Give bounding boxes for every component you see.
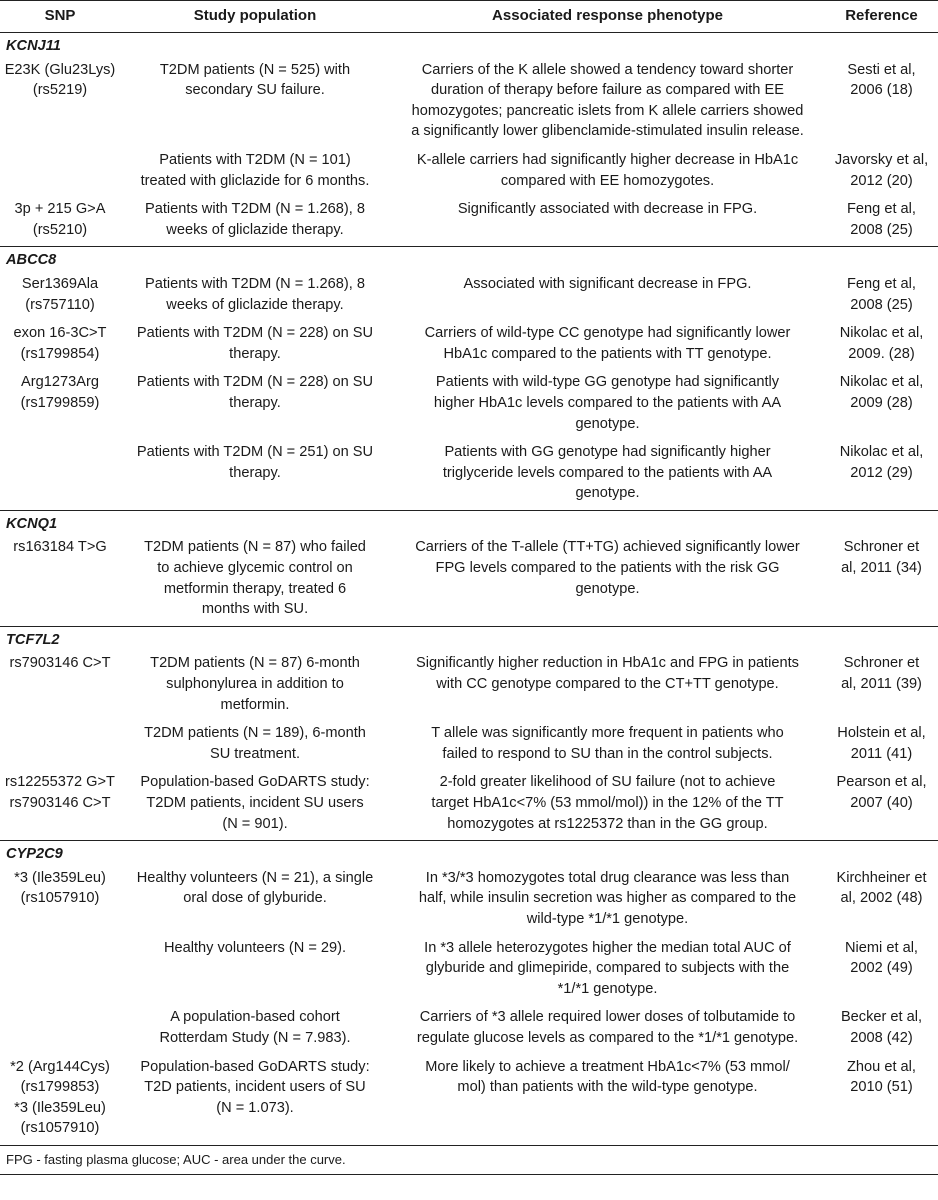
table-row — [0, 323, 938, 372]
cell-line: 2012 (20) — [850, 172, 913, 189]
cell-line: Javorsky et al, — [834, 151, 929, 168]
cell-phenotype — [390, 199, 825, 247]
cell-phenotype — [390, 150, 825, 199]
gene-section-header — [0, 33, 938, 60]
cell-line: Niemi et al, — [845, 939, 918, 956]
header-row — [0, 1, 938, 33]
cell-line: target HbA1c<7% (53 mmol/mol)) in the 12% of the TT — [431, 795, 784, 811]
cell-line: Associated with significant decrease in FPG. — [463, 275, 752, 292]
cell-line: secondary SU failure. — [185, 82, 325, 99]
cell-line: (rs5210) — [32, 221, 88, 238]
cell-snp — [0, 323, 120, 372]
cell-study-population — [120, 938, 390, 1008]
cell-snp — [0, 723, 120, 772]
cell-snp — [0, 1007, 120, 1056]
cell-line: 2002 (49) — [850, 960, 913, 977]
cell-reference — [825, 868, 938, 938]
cell-line: treated with gliclazide for 6 months. — [140, 172, 370, 189]
cell-line: 2009. (28) — [848, 345, 915, 362]
cell-line: Carriers of the K allele showed a tendency toward shorter — [421, 61, 794, 78]
cell-line: rs12255372 G>T — [5, 774, 115, 791]
cell-line: genotype. — [575, 485, 640, 502]
cell-line: (N = 1.073). — [216, 1099, 294, 1116]
cell-phenotype — [390, 772, 825, 840]
cell-line: Carriers of wild-type CC genotype had significantly lower — [424, 325, 791, 342]
cell-reference — [825, 723, 938, 772]
cell-line: Holstein et al, — [837, 725, 926, 742]
footnote-row — [0, 1145, 938, 1174]
table-row — [0, 1007, 938, 1056]
cell-snp — [0, 1057, 120, 1146]
cell-line: homozygotes at rs1225372 than in the GG group. — [447, 815, 768, 832]
cell-line: Schroner et — [843, 539, 920, 556]
cell-study-population — [120, 150, 390, 199]
cell-phenotype — [390, 323, 825, 372]
cell-line: Becker et al, — [840, 1009, 923, 1026]
cell-line: Carriers of *3 allele required lower doses of tolbutamide to — [419, 1009, 796, 1026]
cell-reference — [825, 772, 938, 840]
cell-line: Patients with GG genotype had significantly higher — [444, 444, 771, 461]
cell-reference — [825, 442, 938, 510]
cell-line: Nikolac et al, — [839, 444, 924, 461]
cell-line: Feng et al, — [847, 275, 916, 292]
cell-snp — [0, 274, 120, 323]
cell-line: 2-fold greater likelihood of SU failure (not to achieve — [439, 774, 776, 791]
cell-line: weeks of gliclazide therapy. — [166, 221, 344, 238]
cell-line: Nikolac et al, — [839, 374, 924, 391]
cell-line: Patients with T2DM (N = 101) — [159, 151, 351, 168]
cell-line: Carriers of the T-allele (TT+TG) achieved significantly lower — [415, 539, 800, 556]
cell-reference — [825, 1057, 938, 1146]
cell-line: 3p + 215 G>A — [14, 201, 106, 218]
cell-line: Patients with T2DM (N = 251) on SU — [136, 444, 374, 461]
cell-line: 2006 (18) — [850, 82, 913, 99]
gene-name: TCF7L2 — [0, 626, 938, 653]
cell-line: Healthy volunteers (N = 21), a single — [136, 869, 374, 886]
cell-line: *2 (Arg144Cys) — [10, 1058, 110, 1075]
cell-line: (rs1057910) — [20, 1120, 100, 1137]
cell-line: Schroner et — [843, 655, 920, 672]
cell-line: 2010 (51) — [850, 1079, 913, 1096]
cell-line: In *3/*3 homozygotes total drug clearance was less than — [425, 869, 790, 886]
cell-line: T2DM patients (N = 87) 6-month — [150, 655, 360, 672]
cell-line: Ser1369Ala — [21, 275, 99, 292]
table-row — [0, 274, 938, 323]
cell-line: failed to respond to SU than in the control subjects. — [442, 745, 773, 762]
cell-snp — [0, 653, 120, 723]
table-body — [0, 33, 938, 1146]
cell-line: triglyceride levels compared to the patients with AA — [442, 464, 773, 481]
table-row — [0, 653, 938, 723]
cell-snp — [0, 150, 120, 199]
cell-line: regulate glucose levels as compared to the *1/*1 genotype. — [416, 1029, 799, 1046]
cell-line: (rs757110) — [25, 296, 95, 313]
header-phenotype: Associated response phenotype — [390, 1, 825, 33]
cell-line: sulphonylurea in addition to — [166, 676, 344, 693]
cell-line: 2011 (41) — [850, 745, 913, 762]
table-row — [0, 1057, 938, 1146]
table-row — [0, 442, 938, 510]
cell-snp — [0, 60, 120, 150]
cell-line: Patients with T2DM (N = 228) on SU — [136, 325, 374, 342]
cell-line: duration of therapy before failure as compared with EE — [431, 82, 784, 99]
cell-phenotype — [390, 938, 825, 1008]
cell-line: HbA1c compared to the patients with TT genotype. — [443, 345, 772, 362]
cell-study-population — [120, 868, 390, 938]
cell-line: (N = 901). — [222, 815, 288, 832]
cell-line: homozygotes; pancreatic islets from K allele carriers showed — [411, 102, 804, 119]
cell-line: half, while insulin secretion was higher as compared to the — [418, 890, 797, 907]
cell-phenotype — [390, 723, 825, 772]
cell-line: E23K (Glu23Lys) — [4, 61, 116, 78]
cell-line: with CC genotype compared to the CT+TT genotype. — [436, 676, 779, 693]
table-row — [0, 199, 938, 247]
cell-line: therapy. — [229, 464, 281, 481]
cell-reference — [825, 323, 938, 372]
cell-line: Population-based GoDARTS study: — [140, 1058, 370, 1075]
header-study-population: Study population — [120, 1, 390, 33]
cell-line: 2012 (29) — [850, 464, 913, 481]
cell-line: rs7903146 C>T — [9, 655, 111, 672]
cell-study-population — [120, 199, 390, 247]
table-row — [0, 60, 938, 150]
cell-line: Patients with T2DM (N = 1.268), 8 — [145, 275, 365, 292]
cell-line: T2DM patients (N = 525) with — [159, 61, 351, 78]
cell-study-population — [120, 723, 390, 772]
cell-line: oral dose of glyburide. — [183, 890, 327, 907]
cell-line: 2008 (25) — [850, 296, 913, 313]
cell-study-population — [120, 274, 390, 323]
footnote: FPG - fasting plasma glucose; AUC - area under the curve. — [0, 1145, 938, 1174]
cell-line: exon 16-3C>T — [13, 325, 107, 342]
table-row — [0, 150, 938, 199]
cell-line: al, 2011 (39) — [841, 676, 922, 693]
cell-line: higher HbA1c levels compared to the patients with AA — [433, 394, 782, 411]
cell-phenotype — [390, 442, 825, 510]
cell-phenotype — [390, 537, 825, 626]
cell-line: compared with EE homozygotes. — [500, 172, 715, 189]
cell-reference — [825, 372, 938, 442]
cell-line: months with SU. — [201, 601, 309, 618]
cell-line: *3 (Ile359Leu) — [14, 869, 106, 886]
cell-reference — [825, 199, 938, 247]
cell-line: T2DM patients (N = 87) who failed — [144, 539, 366, 556]
cell-study-population — [120, 442, 390, 510]
cell-study-population — [120, 60, 390, 150]
cell-line: genotype. — [575, 580, 640, 597]
cell-line: T2D patients, incident users of SU — [144, 1079, 366, 1096]
cell-line: therapy. — [229, 345, 281, 362]
cell-line: Nikolac et al, — [839, 325, 924, 342]
table-row — [0, 372, 938, 442]
table-row — [0, 723, 938, 772]
cell-line: genotype. — [575, 415, 640, 432]
cell-line: Sesti et al, — [847, 61, 916, 78]
cell-line: Patients with wild-type GG genotype had significantly — [435, 374, 780, 391]
cell-line: to achieve glycemic control on — [157, 560, 353, 577]
cell-study-population — [120, 323, 390, 372]
gene-name: ABCC8 — [0, 247, 938, 274]
cell-line: rs163184 T>G — [13, 539, 107, 556]
cell-reference — [825, 537, 938, 626]
table-row — [0, 868, 938, 938]
cell-reference — [825, 653, 938, 723]
cell-snp — [0, 372, 120, 442]
cell-study-population — [120, 537, 390, 626]
table-row — [0, 772, 938, 840]
cell-line: Feng et al, — [847, 201, 916, 218]
cell-snp — [0, 199, 120, 247]
cell-phenotype — [390, 868, 825, 938]
gene-name: KCNJ11 — [6, 38, 61, 54]
cell-line: Healthy volunteers (N = 29). — [163, 939, 347, 956]
cell-line: therapy. — [229, 394, 281, 411]
cell-reference — [825, 274, 938, 323]
gene-section-header — [0, 626, 938, 653]
cell-line: *1/*1 genotype. — [557, 980, 658, 997]
cell-line: SU treatment. — [209, 745, 301, 762]
cell-reference — [825, 1007, 938, 1056]
cell-line: 2009 (28) — [850, 394, 913, 411]
cell-line: a significantly lower glibenclamide-stimulated insulin release. — [411, 123, 804, 140]
cell-line: metformin therapy, treated 6 — [163, 580, 347, 597]
cell-line: Significantly higher reduction in HbA1c and FPG in patients — [416, 655, 799, 672]
table-row — [0, 938, 938, 1008]
gene-section-header — [0, 841, 938, 868]
cell-reference — [825, 150, 938, 199]
cell-snp — [0, 537, 120, 626]
cell-study-population — [120, 372, 390, 442]
cell-study-population — [120, 772, 390, 840]
gene-section-header — [0, 247, 938, 274]
cell-line: metformin. — [220, 696, 290, 713]
cell-line: (rs1799859) — [20, 394, 100, 411]
cell-line: (rs1799853) — [20, 1079, 100, 1096]
cell-line: mol) than patients with the wild-type genotype. — [457, 1079, 758, 1096]
cell-line: Arg1273Arg — [21, 374, 99, 391]
table-row — [0, 537, 938, 626]
cell-snp — [0, 442, 120, 510]
cell-line: 2008 (42) — [850, 1029, 913, 1046]
header-snp: SNP — [0, 1, 120, 33]
cell-line: Zhou et al, — [847, 1058, 916, 1075]
cell-line: K-allele carriers had significantly higher decrease in HbA1c — [416, 151, 799, 168]
cell-line: Pearson et al, — [836, 774, 927, 791]
cell-line: FPG levels compared to the patients with the risk GG — [435, 560, 780, 577]
cell-line: al, 2002 (48) — [840, 890, 923, 907]
cell-snp — [0, 938, 120, 1008]
cell-phenotype — [390, 1057, 825, 1146]
cell-line: More likely to achieve a treatment HbA1c<7% (53 mmol/ — [425, 1058, 790, 1075]
cell-line: Significantly associated with decrease in FPG. — [457, 201, 758, 218]
cell-snp — [0, 772, 120, 840]
cell-line: Population-based GoDARTS study: — [140, 774, 370, 791]
cell-line: Patients with T2DM (N = 1.268), 8 — [145, 201, 365, 218]
header-reference: Reference — [825, 1, 938, 33]
gene-name: KCNQ1 — [0, 510, 938, 537]
cell-line: wild-type *1/*1 genotype. — [526, 910, 689, 927]
cell-phenotype — [390, 372, 825, 442]
cell-line: (rs1799854) — [20, 345, 100, 362]
cell-line: In *3 allele heterozygotes higher the median total AUC of — [424, 939, 791, 956]
cell-line: A population-based cohort — [170, 1009, 340, 1026]
cell-line: T2DM patients (N = 189), 6-month — [144, 725, 366, 742]
cell-line: glyburide and glimepiride, compared to subjects with the — [425, 960, 790, 977]
cell-line: 2007 (40) — [850, 795, 913, 811]
gene-name: CYP2C9 — [0, 841, 938, 868]
cell-line: T allele was significantly more frequent in patients who — [431, 725, 784, 742]
cell-line: 2008 (25) — [850, 221, 913, 238]
cell-snp — [0, 868, 120, 938]
cell-phenotype — [390, 1007, 825, 1056]
cell-line: (rs5219) — [32, 82, 88, 99]
cell-phenotype — [390, 60, 825, 150]
gene-section-header — [0, 510, 938, 537]
cell-phenotype — [390, 274, 825, 323]
cell-study-population — [120, 653, 390, 723]
cell-study-population — [120, 1007, 390, 1056]
cell-line: T2DM patients, incident SU users — [146, 795, 364, 811]
cell-line: Rotterdam Study (N = 7.983). — [159, 1029, 351, 1046]
cell-line: Kirchheiner et — [836, 869, 927, 886]
cell-line: (rs1057910) — [20, 890, 100, 907]
cell-line: al, 2011 (34) — [841, 560, 922, 577]
cell-line: weeks of gliclazide therapy. — [166, 296, 344, 313]
cell-study-population — [120, 1057, 390, 1146]
cell-line: Patients with T2DM (N = 228) on SU — [136, 374, 374, 391]
cell-reference — [825, 60, 938, 150]
cell-line: rs7903146 C>T — [9, 795, 111, 811]
cell-phenotype — [390, 653, 825, 723]
cell-line: *3 (Ile359Leu) — [14, 1099, 106, 1116]
cell-reference — [825, 938, 938, 1008]
